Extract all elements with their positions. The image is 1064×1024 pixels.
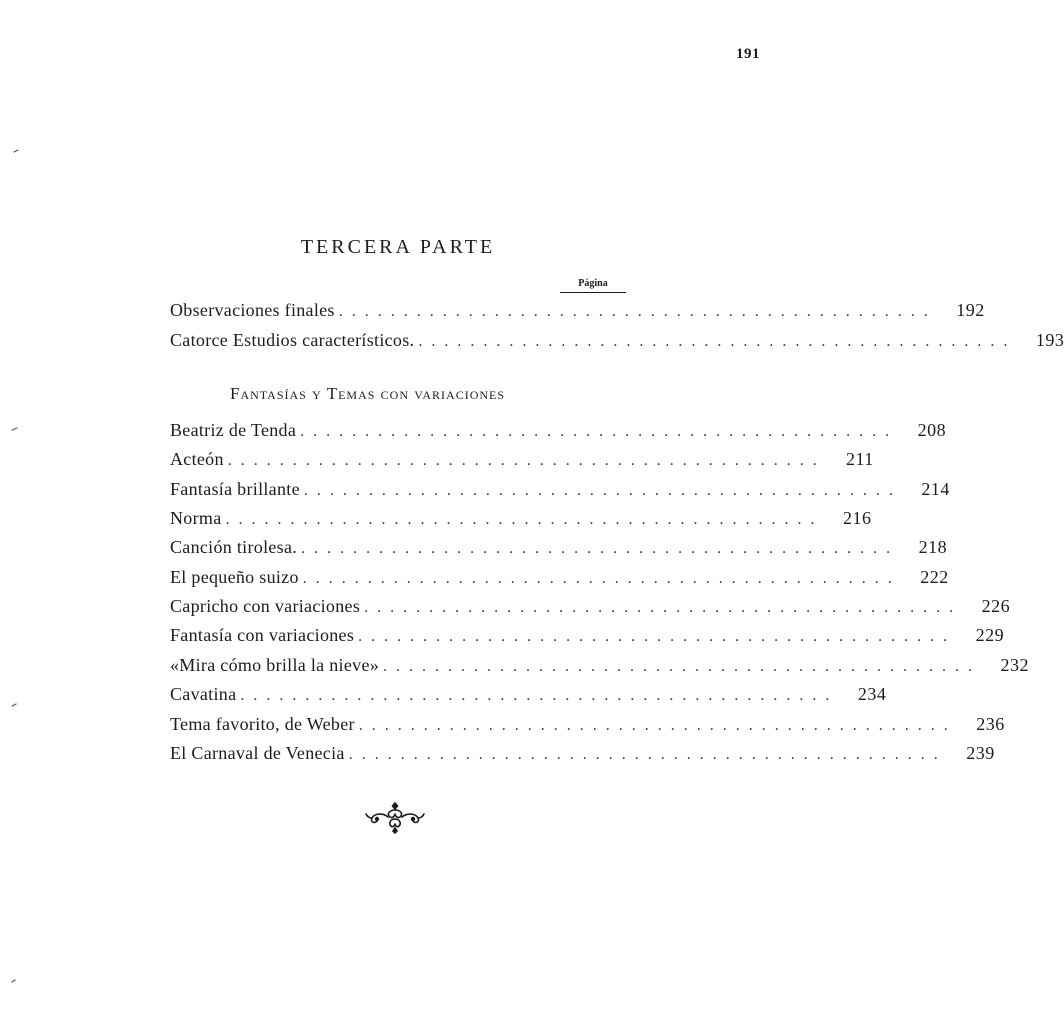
toc-entry-page: 232 [1000,655,1030,675]
toc-entry-title: Acteón [170,449,224,469]
toc-entry-page: 239 [966,743,995,763]
toc-entry [170,508,872,537]
toc-entry [170,655,1030,684]
toc-entry-title: Observaciones finales [170,300,335,320]
leader-dots: .............................................. [364,599,963,616]
page-number: 191 [736,46,760,62]
toc-entry [170,714,1005,743]
toc-entry [170,596,1011,625]
leader-dots: .............................................. [358,717,957,734]
toc-entry-title: Canción tirolesa. [170,537,298,557]
toc-entry-page: 218 [918,537,948,557]
toc-entry [170,567,949,596]
toc-entry-page: 193 [1035,330,1064,350]
leader-dots: .............................................. [418,333,1017,350]
toc-entry-title: Beatriz de Tenda [170,420,297,440]
leader-dots: .............................................. [383,658,982,675]
leader-dots: .............................................. [302,570,901,587]
toc-entry [170,684,887,713]
toc-entry [170,330,1064,359]
leader-dots: .............................................. [348,746,947,763]
toc-entry [170,537,948,566]
leader-dots: .............................................. [338,303,937,320]
toc-entry-page: 214 [921,479,950,499]
toc-entry [170,743,995,772]
toc-entry-page: 208 [917,420,947,440]
toc-entry-title: Capricho con variaciones [170,596,361,616]
toc-entry-title: Fantasía con variaciones [170,625,355,645]
leader-dots: .............................................. [225,511,824,528]
toc-entry [170,449,874,478]
toc-entry-title: «Mira cómo brilla la nieve» [170,655,380,675]
part-title: TERCERA PARTE [300,236,496,258]
toc-entry-page: 192 [956,300,985,320]
toc-entry-title: El pequeño suizo [170,567,299,587]
toc-entry-title: Fantasía brillante [170,479,300,499]
toc-entry-title: El Carnaval de Venecia [170,743,345,763]
leader-dots: .............................................. [301,540,900,557]
toc-entry [170,420,947,449]
page-column-header: Página [560,278,626,293]
toc-entry-page: 216 [842,508,872,528]
toc-entry-title: Catorce Estudios característicos. [170,330,415,350]
leader-dots: .............................................. [300,423,899,440]
scan-specks [0,0,30,1024]
toc-entry-page: 226 [981,596,1011,616]
leader-dots: .............................................. [240,687,839,704]
toc-entry-page: 234 [857,684,887,704]
floral-vignette-icon [364,800,426,839]
toc-entry-page: 229 [975,625,1005,645]
leader-dots: .............................................. [227,452,826,469]
toc-entry-title: Norma [170,508,222,528]
toc-entry [170,300,985,329]
leader-dots: .............................................. [303,482,902,499]
toc-entry-page: 222 [920,567,949,587]
toc-entry-title: Tema favorito, de Weber [170,714,355,734]
leader-dots: .............................................. [358,628,957,645]
toc-entry [170,479,950,508]
section-heading: Fantasías y Temas con variaciones [230,384,506,403]
toc-entry-page: 236 [976,714,1005,734]
toc-entry-page: 211 [845,449,874,469]
toc-entry-title: Cavatina [170,684,237,704]
toc-entry [170,625,1005,654]
